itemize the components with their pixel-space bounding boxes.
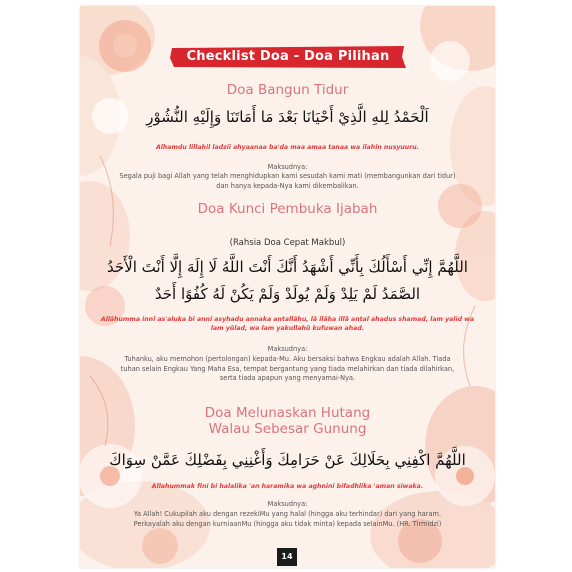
- arabic-text-line-2: الصَّمَدُ لَمْ يَلِدْ وَلَمْ يُولَدْ وَلَمْ يَكُنْ لَهُ كُفُوًا أَحَدٌ: [154, 285, 421, 303]
- title-banner: [168, 44, 408, 70]
- arabic-text: اَلْحَمْدُ لِلهِ الَّذِيْ أَحْيَانَا بَعْدَ مَا أَمَاتَنَا وَإِلَيْهِ النُّشُوْرِ: [146, 108, 429, 126]
- meaning-text: Tuhanku, aku memohon (pertolongan) kepada-Mu. Aku bersaksi bahwa Engkau adalah Allah. Tiada tuhan selain Engkau Yang Maha Esa, tempat bergantung yang tiada melahirkan dan tiada dilahirkan, serta tiada apapun yang menyamai-Nya.: [120, 355, 455, 382]
- meaning-text: Ya Allah! Cukupilah aku dengan rezekiMu yang halal (hingga aku terhindar) dari yang haram. Perkayalah aku dengan kurniaanMu (hingga aku tidak minta) kepada selainMu. (HR. Tirmidzi): [133, 510, 442, 528]
- banner-title: Checklist Doa - Doa Pilihan: [186, 49, 390, 64]
- meaning-label: Maksudnya:: [267, 163, 308, 171]
- section-heading-doa-hutang-line-2: Walau Sebesar Gunung: [208, 421, 367, 437]
- section-heading-doa-hutang-line-1: Doa Melunaskan Hutang: [204, 405, 371, 421]
- latin-transliteration: Alhamdu lillahil ladzii ahyaanaa ba'da maa amaa tanaa wa ilahin nusyuuru.: [155, 144, 420, 151]
- latin-transliteration: Allahummak fini bi halalika 'an haramika wa aghnini bifadhlika 'aman siwaka.: [151, 483, 424, 490]
- document-page: [80, 6, 495, 568]
- latin-transliteration: Allâhumma innî as'aluka bi annî asyhadu annaka antallâhu, lâ ilâha illâ antal ahadus shamad, lam yalid wa lam yûlad, wa lam yakullahû kufuwan ahad.: [100, 316, 475, 332]
- meaning-label: Maksudnya:: [267, 500, 308, 508]
- page-number: 14: [277, 548, 297, 566]
- section-heading-doa-bangun-tidur: Doa Bangun Tidur: [226, 82, 349, 98]
- section-subheading: (Rahsia Doa Cepat Makbul): [229, 238, 346, 248]
- arabic-text-line-1: اللَّهُمَّ إِنِّي أَسْأَلُكَ بِأَنِّي أَشْهَدُ أَنَّكَ أَنْتَ اللَّهُ لَا إِلَهَ إِلَّا أَنْتَ الْأَحَدُ: [107, 258, 468, 276]
- section-heading-doa-kunci: Doa Kunci Pembuka Ijabah: [197, 201, 378, 217]
- meaning-text: Segala puji bagi Allah yang telah menghidupkan kami sesudah kami mati (membangunkan dari tidur) dan hanya kepada-Nya kami dikembalikan.: [119, 172, 456, 190]
- arabic-text: اللَّهُمَّ اكْفِنِي بِحَلَالِكَ عَنْ حَرَامِكَ وَأَغْنِنِي بِفَضْلِكَ عَمَّنْ سِوَاكَ: [109, 451, 466, 469]
- meaning-label: Maksudnya:: [267, 345, 308, 353]
